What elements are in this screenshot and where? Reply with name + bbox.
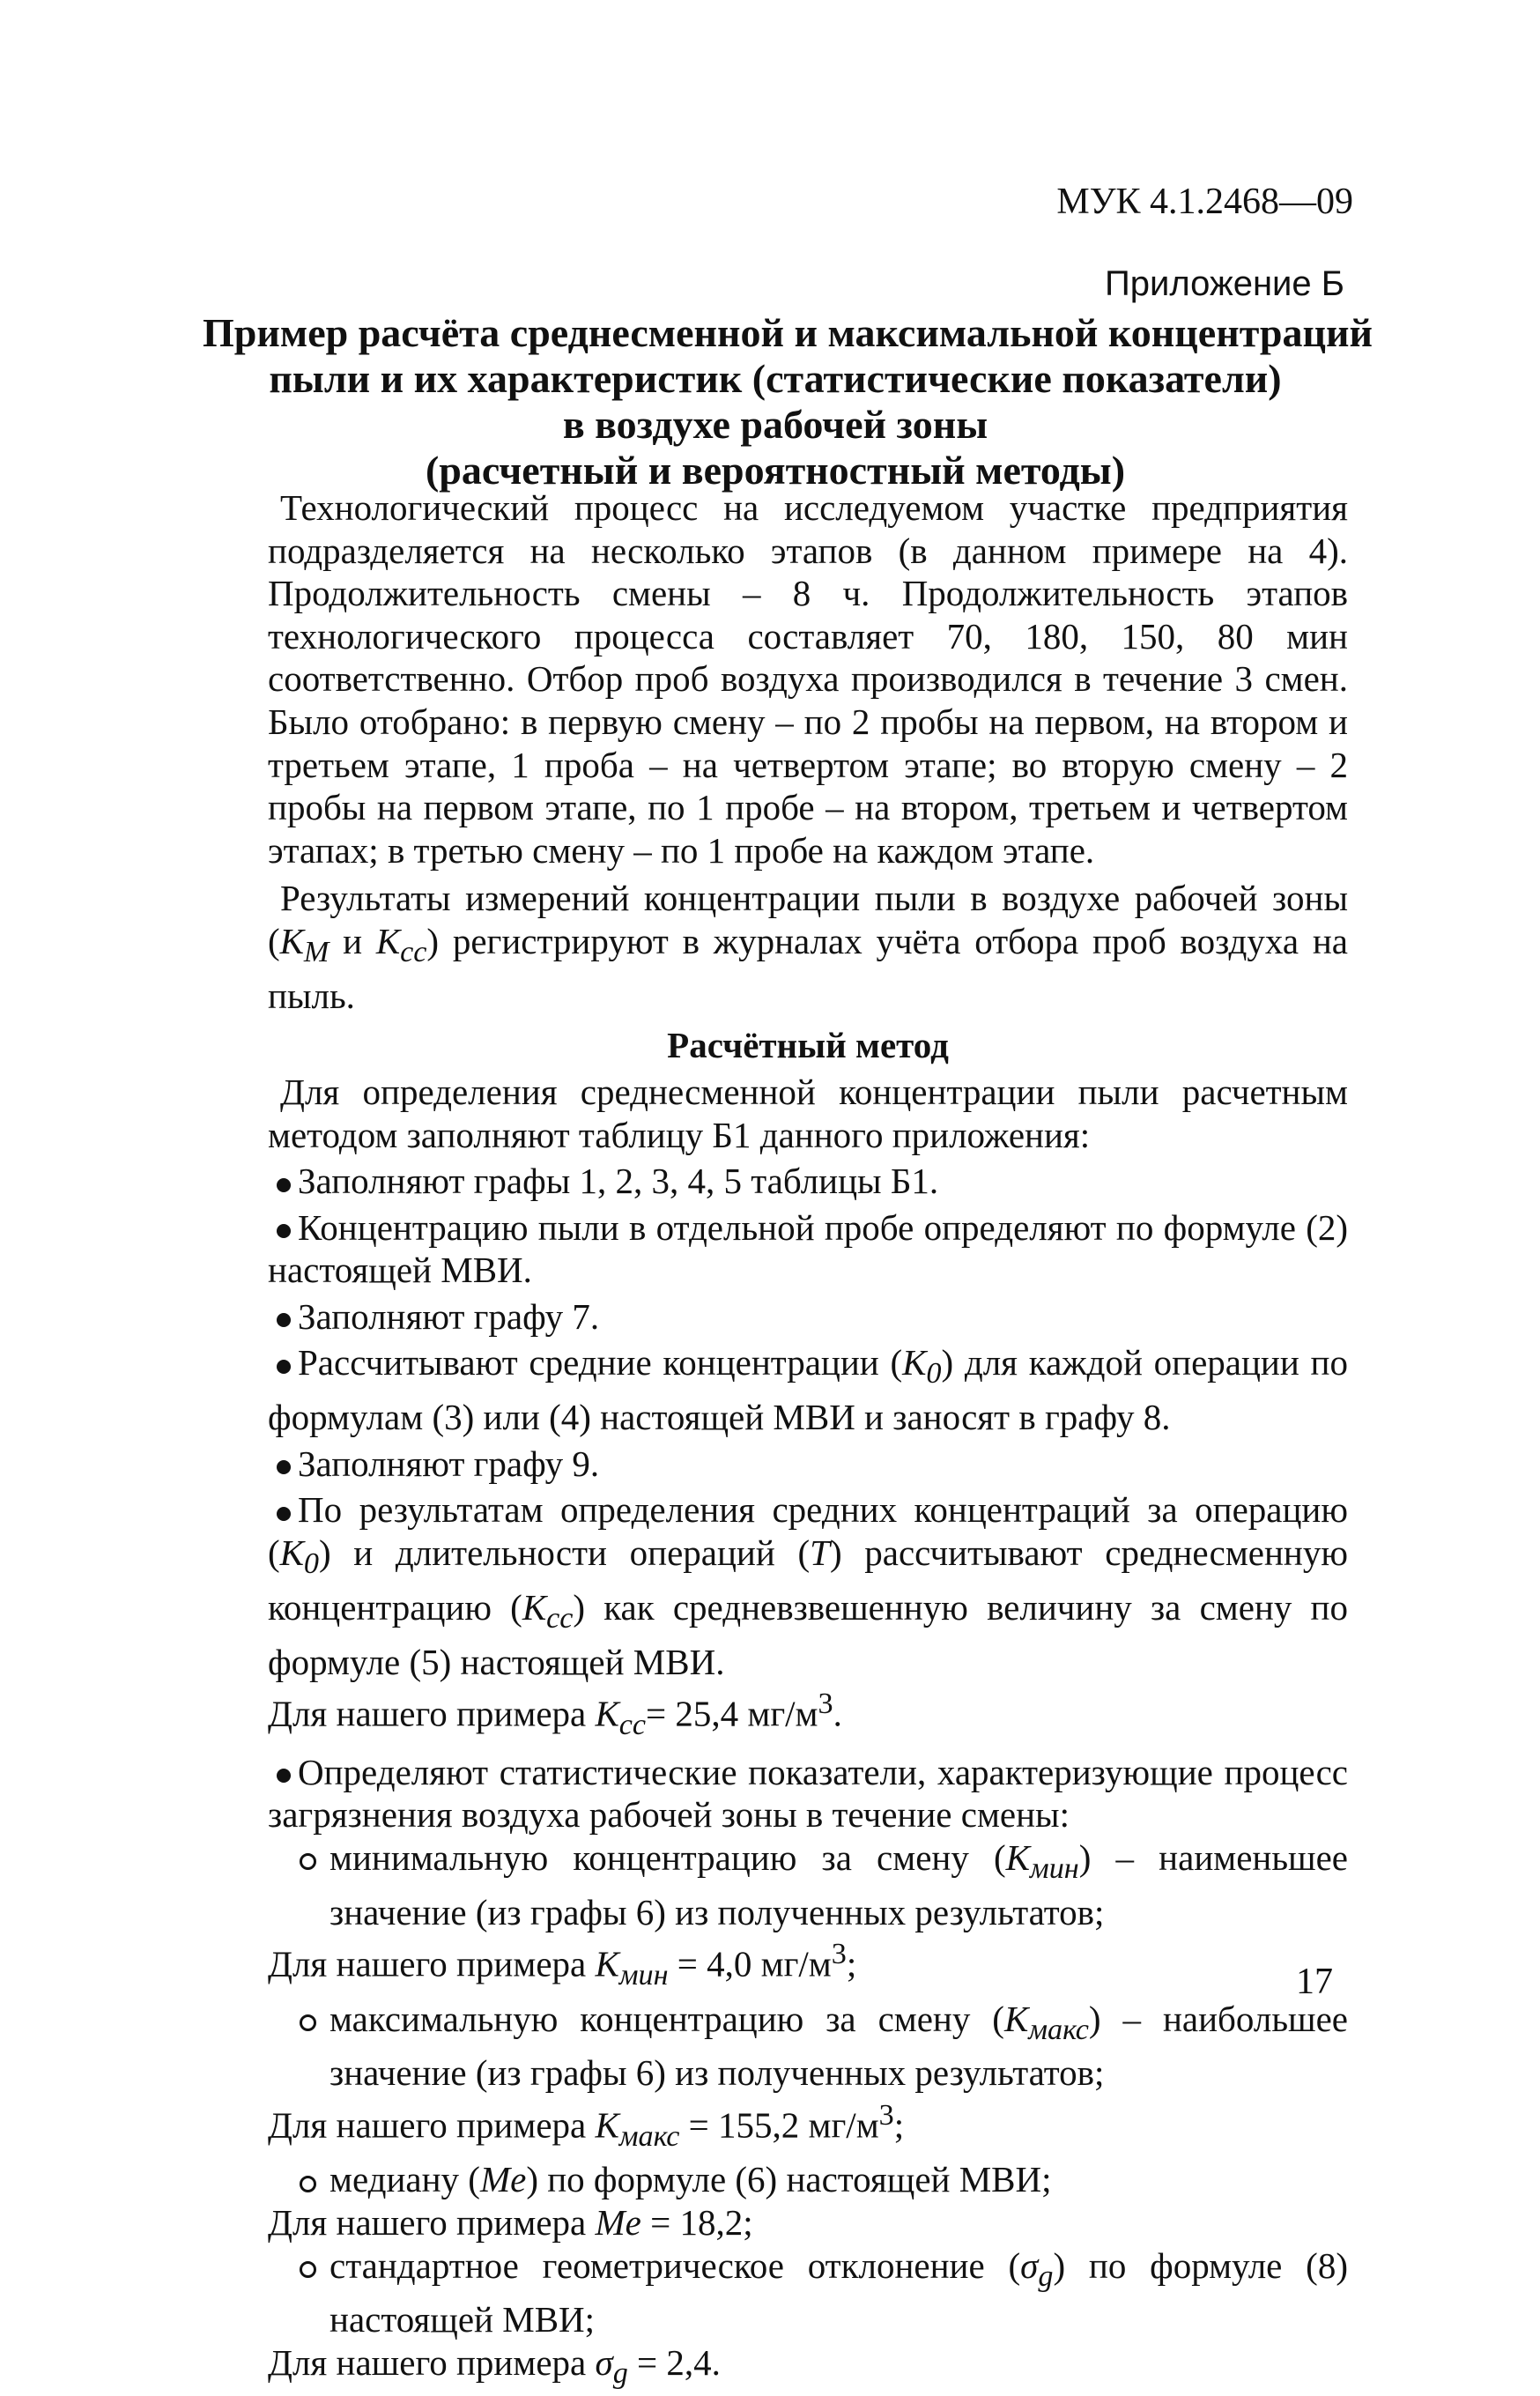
text-run: Результаты измерений концентрации пыли в воздухе рабочей зоны ( [268, 878, 1348, 961]
text-run: = 25,4 мг/м [646, 1693, 818, 1734]
subscript: мин [1029, 1852, 1079, 1885]
text-run: По результатам определения средних концентраций за операцию ( [268, 1489, 1348, 1574]
symbol-k: К [595, 1943, 619, 1984]
text-run: ) по формуле (8) настоящей МВИ; [329, 2244, 1348, 2340]
intro-paragraph: Технологический процесс на исследуемом участке предприятия подразделяется на несколько этапов (в данном примере на 4). Продолжительность смены – 8 ч. Продолжительность этапов технологического процесса составляет 70, 180, 150, 80 мин соответственно. Отбор проб воздуха производился в течение 3 смен. Было отобрано: в первую смену – по 2 пробы на первом, на втором и третьем этапе, 1 проба – на четвертом этапе; во вторую смену – 2 пробы на первом этапе, по 1 пробе – на втором, третьем и четвертом этапах; в третью смену – по 1 пробе на каждом этапе. [268, 487, 1348, 871]
circle-bullet-icon [300, 2014, 316, 2031]
example-line [268, 1683, 1348, 1747]
subscript: М [303, 936, 329, 969]
circle-bullet-icon [300, 2176, 316, 2192]
subscript: макс [618, 2119, 680, 2153]
text-run: Для нашего примера [268, 1693, 596, 1734]
text-run: и [329, 920, 376, 961]
title-line: Пример расчёта среднесменной и максимальной концентраций [203, 310, 1373, 355]
results-paragraph [268, 877, 1348, 1017]
subscript: 0 [303, 1547, 319, 1581]
text-run: Для нашего примера [268, 2202, 596, 2244]
text-run: стандартное геометрическое отклонение ( [329, 2244, 1021, 2286]
text-run: Для нашего примера [268, 2104, 596, 2146]
text-run: Для нашего примера [268, 1943, 596, 1984]
text-run: ; [893, 2104, 905, 2146]
text-run: медиану ( [329, 2159, 480, 2200]
stat-item [300, 2244, 1348, 2341]
stat-item [300, 2158, 1348, 2201]
subscript: g [1038, 2259, 1054, 2293]
title-line: в воздухе рабочей зоны [562, 402, 988, 447]
text-run: ) для каждой операции по формулам (3) или (4) настоящей МВИ и заносят в графу 8. [268, 1342, 1348, 1438]
bullet-item [268, 1206, 1348, 1292]
example-line [268, 2201, 1348, 2244]
symbol-t: Т [810, 1532, 830, 1574]
example-line [268, 2341, 1348, 2396]
text-run: ) по формуле (6) настоящей МВИ; [526, 2159, 1052, 2200]
text-run: ) и длительности операций ( [318, 1532, 811, 1574]
text-run: = 155,2 мг/м [679, 2104, 879, 2146]
method-intro: Для определения среднесменной концентрации пыли расчетным методом заполняют таблицу Б1 данного приложения: [268, 1071, 1348, 1155]
text-run: . [833, 1693, 842, 1734]
bullet-icon [277, 1460, 291, 1474]
bullet-icon [277, 1507, 291, 1521]
section-title: Расчётный метод [667, 1025, 949, 1066]
symbol-k: К [1003, 1998, 1029, 2039]
text-run: минимальную концентрацию за смену ( [329, 1836, 1006, 1878]
subscript: сс [618, 1709, 647, 1742]
symbol-k: К [595, 2104, 619, 2146]
text-run: максимальную концентрацию за смену ( [329, 1998, 1004, 2039]
text-run: = 2,4. [627, 2342, 721, 2383]
subscript: макс [1028, 2013, 1089, 2046]
text-run: = 18,2; [640, 2202, 753, 2244]
example-line [268, 1933, 1348, 1997]
document-body [268, 486, 1348, 2396]
superscript: 3 [831, 1938, 847, 1971]
text-run: Концентрацию пыли в отдельной пробе определяют по формуле (2) настоящей МВИ. [268, 1206, 1348, 1291]
stat-item [300, 1998, 1348, 2095]
text-run: ; [846, 1943, 857, 1984]
bullet-icon [277, 1769, 291, 1783]
subscript: 0 [926, 1357, 942, 1391]
example-line [268, 2095, 1348, 2158]
bullet-item [268, 1751, 1348, 1836]
bullet-item [268, 1160, 1348, 1203]
text-run: ) – наименьшее значение (из графы 6) из полученных результатов; [329, 1836, 1349, 1932]
text-run: ) регистрируют в журналах учёта отбора проб воздуха на пыль. [268, 920, 1348, 1016]
bullet-icon [277, 1360, 291, 1374]
symbol-k: К [279, 920, 304, 961]
symbol-me: Me [479, 2159, 527, 2200]
text-run: ) рассчитывают среднесменную концентрацию ( [268, 1532, 1348, 1628]
circle-bullet-icon [300, 2261, 316, 2278]
text-run: Заполняют графы 1, 2, 3, 4, 5 таблицы Б1. [298, 1161, 939, 1202]
page-title [203, 310, 1373, 493]
subscript: мин [618, 1959, 669, 1992]
subscript: сс [400, 936, 427, 969]
superscript: 3 [878, 2099, 894, 2132]
bullet-item [268, 1443, 1348, 1486]
symbol-k: К [279, 1532, 304, 1574]
stat-item [300, 1836, 1348, 1933]
subscript: g [612, 2357, 628, 2391]
bullet-icon [277, 1313, 291, 1327]
text-run: Рассчитывают средние концентрации ( [298, 1342, 903, 1383]
symbol-k: К [1005, 1836, 1030, 1878]
text-run: Заполняют графу 7. [298, 1295, 600, 1337]
text-run: ) – наибольшее значение (из графы 6) из полученных результатов; [329, 1998, 1348, 2094]
subscript: сс [546, 1602, 574, 1635]
text-run: Определяют статистические показатели, характеризующие процесс загрязнения воздуха рабочей зоны в течение смены: [268, 1751, 1348, 1836]
bullet-item [268, 1341, 1348, 1438]
bullet-icon [277, 1224, 291, 1238]
title-line: пыли и их характеристик (статистические показатели) [269, 356, 1282, 401]
symbol-k: К [375, 920, 401, 961]
text-run: Для нашего примера [268, 2342, 596, 2383]
bullet-item [268, 1295, 1348, 1339]
symbol-sigma: σ [1020, 2244, 1039, 2286]
symbol-me: Me [595, 2202, 641, 2244]
circle-bullet-icon [300, 1853, 316, 1870]
superscript: 3 [818, 1688, 833, 1721]
appendix-label: Приложение Б [1105, 264, 1344, 303]
bullet-item [268, 1488, 1348, 1683]
symbol-k: К [902, 1342, 927, 1383]
text-run: Заполняют графу 9. [298, 1443, 600, 1484]
text-run: = 4,0 мг/м [668, 1943, 832, 1984]
document-code: МУК 4.1.2468—09 [1056, 182, 1353, 222]
text-run: ) как средневзвешенную величину за смену по формуле (5) настоящей МВИ. [268, 1586, 1348, 1682]
title-line: (расчетный и вероятностный методы) [425, 448, 1126, 493]
page-number: 17 [1296, 1962, 1333, 2002]
symbol-k: К [522, 1586, 547, 1628]
bullet-icon [277, 1178, 291, 1192]
symbol-k: К [595, 1693, 619, 1734]
symbol-sigma: σ [595, 2342, 613, 2383]
